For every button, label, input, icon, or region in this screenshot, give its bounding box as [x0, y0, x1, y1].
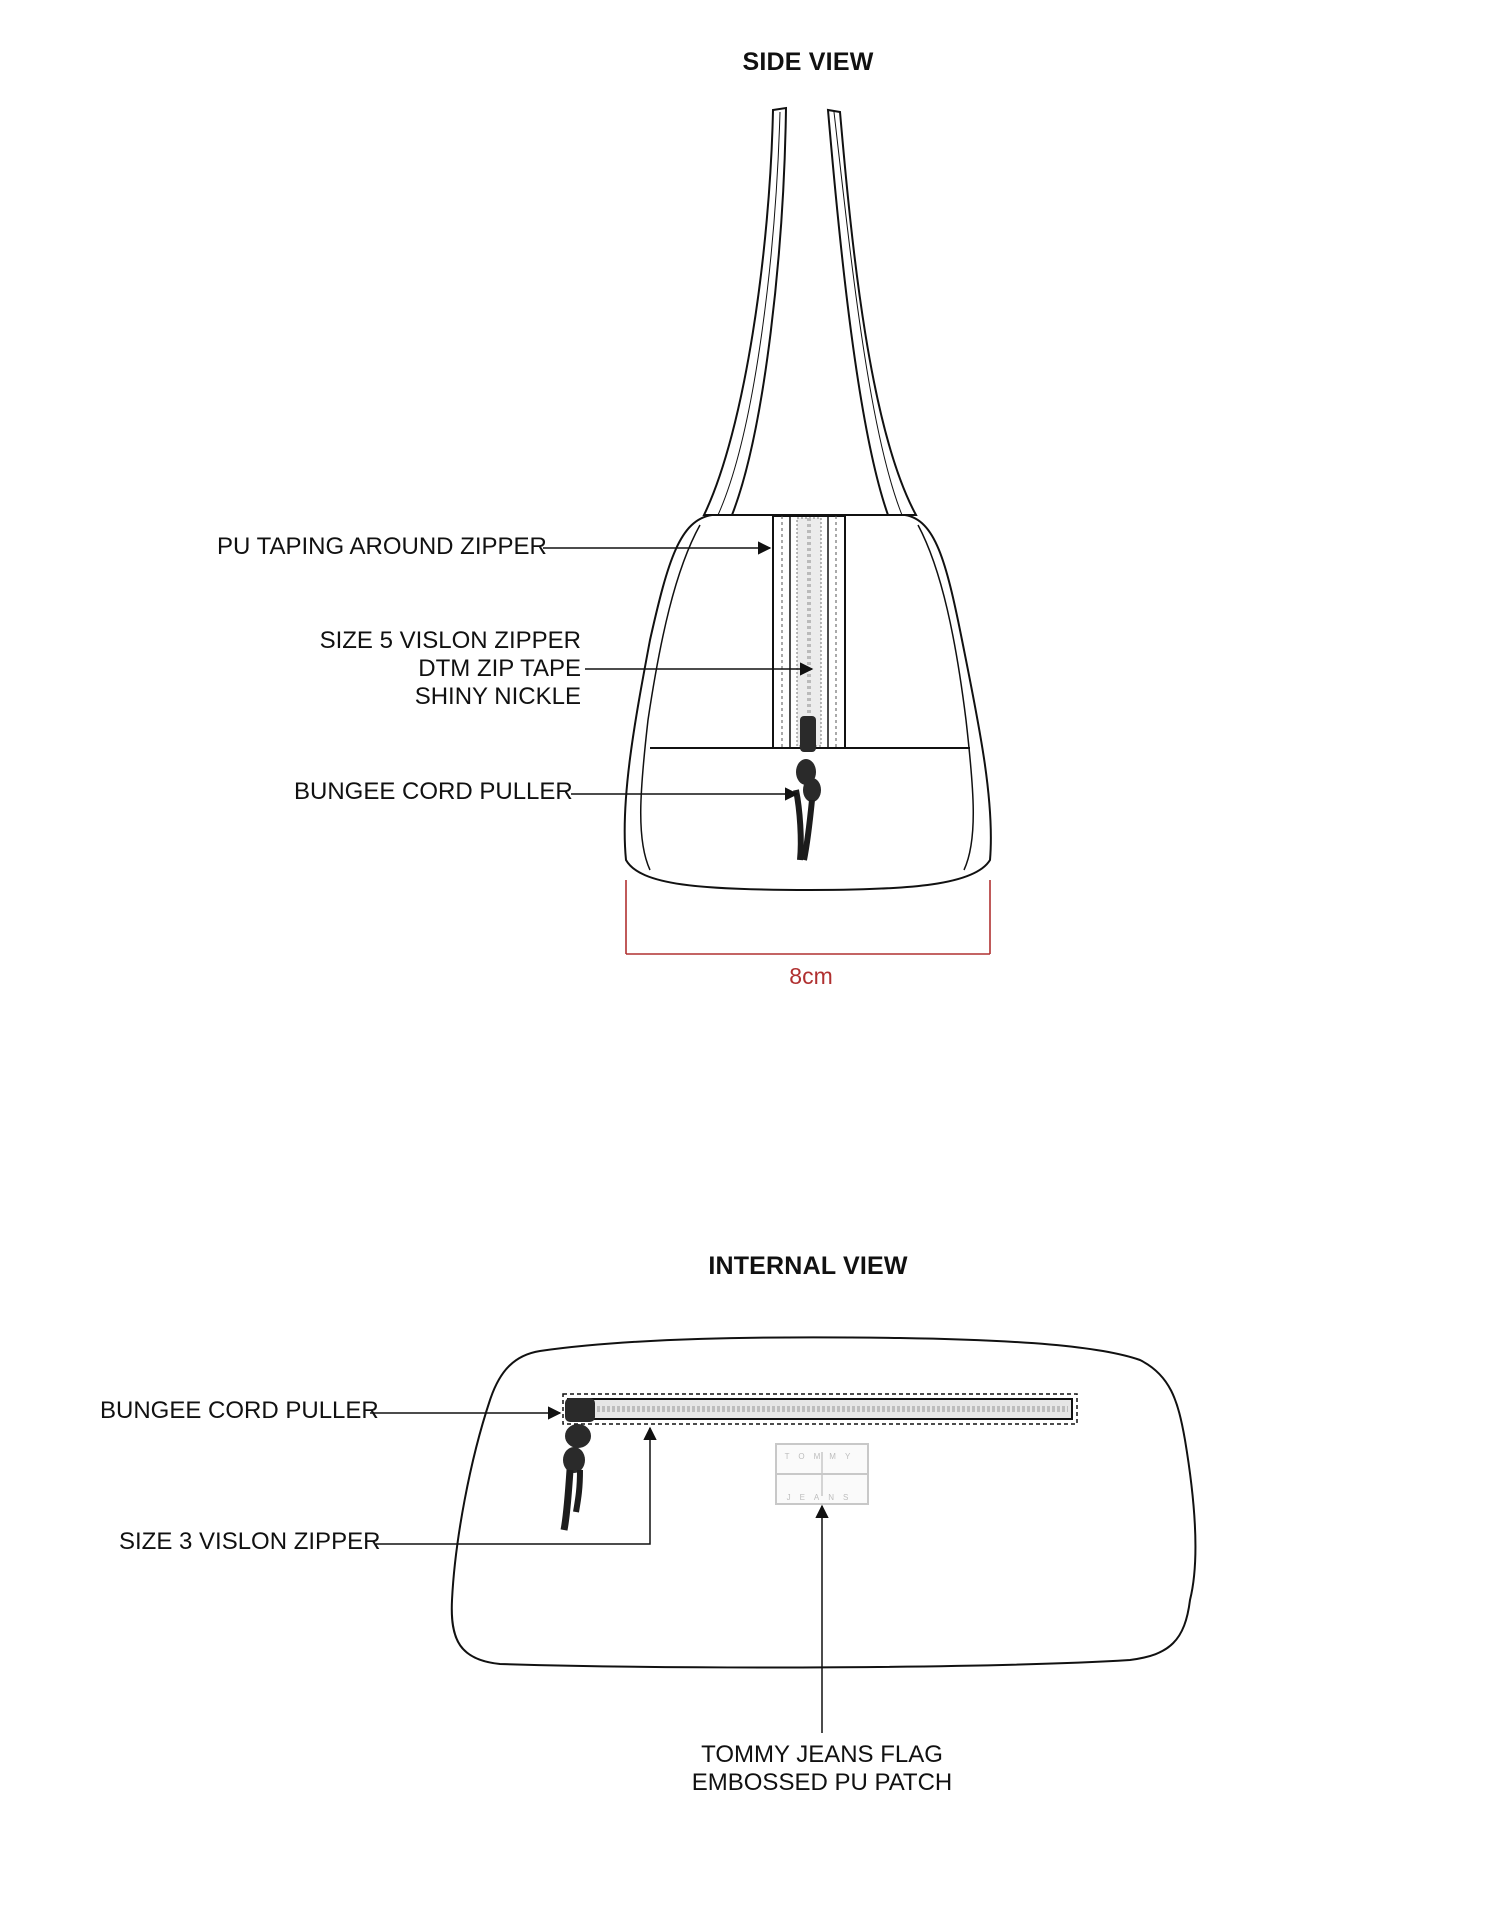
zipper-spec-callout-line2: DTM ZIP TAPE	[418, 655, 581, 682]
internal-puller-callout: BUNGEE CORD PULLER	[100, 1397, 379, 1424]
patch-text-top: TOMMY	[784, 1452, 860, 1461]
tommy-jeans-patch	[776, 1444, 868, 1504]
left-strap	[704, 108, 786, 515]
internal-zipper-callout: SIZE 3 VISLON ZIPPER	[119, 1528, 381, 1555]
width-dimension-line	[626, 880, 990, 954]
internal-view-title: INTERNAL VIEW	[708, 1252, 908, 1280]
side-zipper-assembly	[773, 516, 845, 748]
side-view-title: SIDE VIEW	[742, 48, 874, 76]
zipper-spec-callout-line3: SHINY NICKLE	[414, 683, 581, 710]
patch-callout-line2: EMBOSSED PU PATCH	[691, 1769, 953, 1796]
internal-zipper	[563, 1394, 1077, 1424]
patch-text-bottom: JEANS	[786, 1493, 858, 1502]
zipper-spec-callout-line1: SIZE 5 VISLON ZIPPER	[319, 627, 581, 654]
pu-taping-callout: PU TAPING AROUND ZIPPER	[217, 533, 547, 560]
width-dimension-label: 8cm	[789, 963, 833, 989]
patch-callout-line1: TOMMY JEANS FLAG	[701, 1741, 943, 1768]
side-puller-callout: BUNGEE CORD PULLER	[294, 778, 573, 805]
